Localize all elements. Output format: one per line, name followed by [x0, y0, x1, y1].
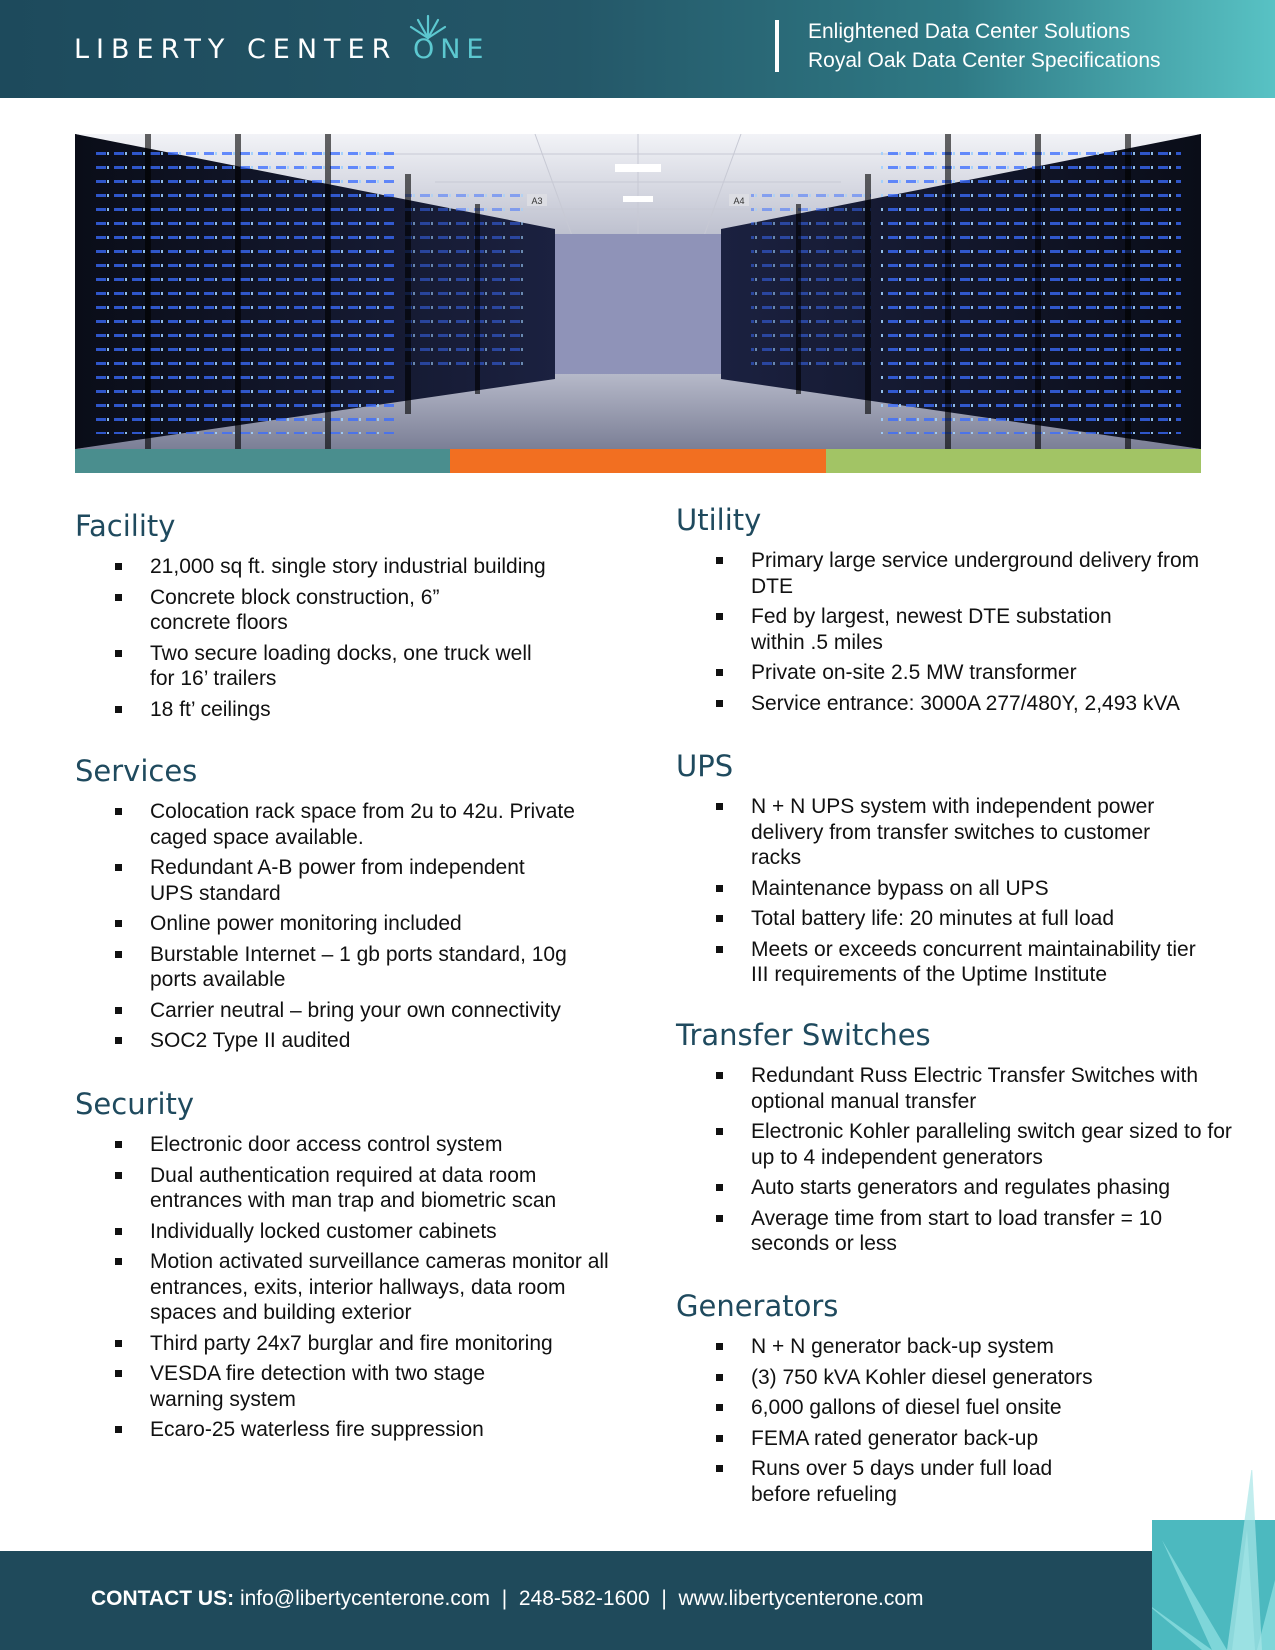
separator: | — [501, 1587, 508, 1610]
list-item: Redundant Russ Electric Transfer Switches with optional manual transfer — [716, 1063, 1216, 1114]
list-item: Maintenance bypass on all UPS — [716, 876, 1216, 902]
separator: | — [661, 1587, 667, 1610]
hero-image-datacenter — [75, 134, 1201, 449]
list-item: Electronic Kohler paralleling switch gear sized to for up to 4 independent generators — [716, 1119, 1236, 1170]
list-item: Meets or exceeds concurrent maintainability tier III requirements of the Uptime Institute — [716, 937, 1216, 988]
bullet-square-icon — [115, 563, 122, 570]
list-item: Service entrance: 3000A 277/480Y, 2,493 kVA — [716, 691, 1275, 717]
section-heading: UPS — [676, 749, 734, 783]
list-item: VESDA fire detection with two stage warning system — [115, 1361, 515, 1412]
list-item: Ecaro-25 waterless fire suppression — [115, 1417, 615, 1443]
list-item: Burstable Internet – 1 gb ports standard, 10g ports available — [115, 942, 615, 993]
bullet-square-icon — [716, 557, 723, 564]
bullet-square-icon — [115, 1007, 122, 1014]
bullet-square-icon — [716, 1435, 723, 1442]
bullet-square-icon — [716, 946, 723, 953]
bullet-square-icon — [716, 1072, 723, 1079]
list-item: Third party 24x7 burglar and fire monitoring — [115, 1331, 615, 1357]
header-divider — [775, 20, 779, 72]
bullet-square-icon — [115, 1228, 122, 1235]
list-item: Two secure loading docks, one truck well for 16’ trailers — [115, 641, 555, 692]
list-item: Colocation rack space from 2u to 42u. Private caged space available. — [115, 799, 620, 850]
bullet-square-icon — [716, 1215, 723, 1222]
list-item: Primary large service underground delivery from DTE — [716, 548, 1206, 599]
list-item: Concrete block construction, 6” concrete floors — [115, 585, 465, 636]
bullet-square-icon — [115, 920, 122, 927]
bullet-square-icon — [716, 1184, 723, 1191]
list-item: N + N UPS system with independent power delivery from transfer switches to customer racks — [716, 794, 1176, 871]
contact-phone[interactable]: 248-582-1600 — [518, 1587, 650, 1610]
list-item: Average time from start to load transfer = 10 seconds or less — [716, 1206, 1216, 1257]
section-ups — [676, 748, 1216, 993]
bullet-square-icon — [115, 1037, 122, 1044]
section-security — [75, 1086, 615, 1448]
bullet-square-icon — [716, 1404, 723, 1411]
contact-label: CONTACT US: — [91, 1587, 235, 1610]
bullet-square-icon — [716, 1465, 723, 1472]
contact-line — [91, 1587, 924, 1611]
footer-contact-bar — [0, 1551, 1275, 1650]
accent-bar-teal — [75, 449, 450, 473]
list-item: 21,000 sq ft. single story industrial building — [115, 554, 615, 580]
section-heading: Services — [75, 754, 198, 788]
bullet-square-icon — [115, 951, 122, 958]
bullet-square-icon — [115, 1340, 122, 1347]
contact-email-link[interactable]: info@libertycenterone.com — [239, 1587, 491, 1610]
list-item: FEMA rated generator back-up — [716, 1426, 1216, 1452]
list-item: Individually locked customer cabinets — [115, 1219, 615, 1245]
list-item: Online power monitoring included — [115, 911, 615, 937]
list-item: Electronic door access control system — [115, 1132, 615, 1158]
bullet-square-icon — [716, 669, 723, 676]
aisle-sign-a3: A3 — [531, 196, 543, 206]
bullet-square-icon — [716, 915, 723, 922]
section-heading: Generators — [676, 1289, 839, 1323]
statue-crown-icon — [408, 14, 448, 40]
section-facility — [75, 508, 615, 727]
bullet-square-icon — [716, 885, 723, 892]
list-item: 18 ft’ ceilings — [115, 697, 615, 723]
bullet-square-icon — [115, 594, 122, 601]
aisle-sign-a4: A4 — [733, 196, 745, 206]
bullet-square-icon — [115, 650, 122, 657]
bullet-square-icon — [716, 1128, 723, 1135]
bullet-square-icon — [115, 1426, 122, 1433]
bullet-square-icon — [716, 1343, 723, 1350]
section-transfer-switches — [676, 1017, 1232, 1262]
accent-bar-orange — [450, 449, 826, 473]
bullet-square-icon — [115, 1258, 122, 1265]
list-item: Redundant A-B power from independent UPS standard — [115, 855, 545, 906]
list-item: SOC2 Type II audited — [115, 1028, 615, 1054]
section-heading: Facility — [75, 509, 176, 543]
website-link[interactable]: www.libertycenterone.com — [678, 1587, 924, 1610]
bullet-square-icon — [115, 864, 122, 871]
bullet-square-icon — [115, 1141, 122, 1148]
bullet-square-icon — [115, 1370, 122, 1377]
list-item: Private on-site 2.5 MW transformer — [716, 660, 1216, 686]
header-tagline: Enlightened Data Center Solutions — [808, 20, 1131, 43]
bullet-square-icon — [115, 706, 122, 713]
bullet-square-icon — [716, 700, 723, 707]
list-item: Total battery life: 20 minutes at full load — [716, 906, 1216, 932]
section-heading: Security — [75, 1087, 195, 1121]
logo-main-text: LIBERTY CENTER — [74, 34, 398, 65]
statue-crown-decoration-icon — [1152, 1470, 1275, 1650]
section-services — [75, 753, 615, 1059]
accent-bar-green — [826, 449, 1201, 473]
section-heading: Utility — [676, 503, 762, 537]
list-item: (3) 750 kVA Kohler diesel generators — [716, 1365, 1216, 1391]
bullet-square-icon — [716, 803, 723, 810]
section-heading: Transfer Switches — [676, 1018, 931, 1052]
section-generators — [676, 1288, 1216, 1512]
list-item: N + N generator back-up system — [716, 1334, 1216, 1360]
list-item: Auto starts generators and regulates phasing — [716, 1175, 1216, 1201]
logo-accent-text: ONE — [412, 34, 490, 65]
list-item: Fed by largest, newest DTE substation within .5 miles — [716, 604, 1156, 655]
bullet-square-icon — [115, 808, 122, 815]
header-banner — [0, 0, 1275, 98]
list-item: Dual authentication required at data room entrances with man trap and biometric scan — [115, 1163, 605, 1214]
bullet-square-icon — [716, 1374, 723, 1381]
list-item: Motion activated surveillance cameras monitor all entrances, exits, interior hallways, data room spaces and building exterior — [115, 1249, 615, 1326]
section-utility — [676, 502, 1216, 721]
bullet-square-icon — [115, 1172, 122, 1179]
list-item: 6,000 gallons of diesel fuel onsite — [716, 1395, 1216, 1421]
list-item: Runs over 5 days under full load before refueling — [716, 1456, 1096, 1507]
header-document-title: Royal Oak Data Center Specifications — [808, 49, 1161, 72]
list-item: Carrier neutral – bring your own connectivity — [115, 998, 615, 1024]
bullet-square-icon — [716, 613, 723, 620]
